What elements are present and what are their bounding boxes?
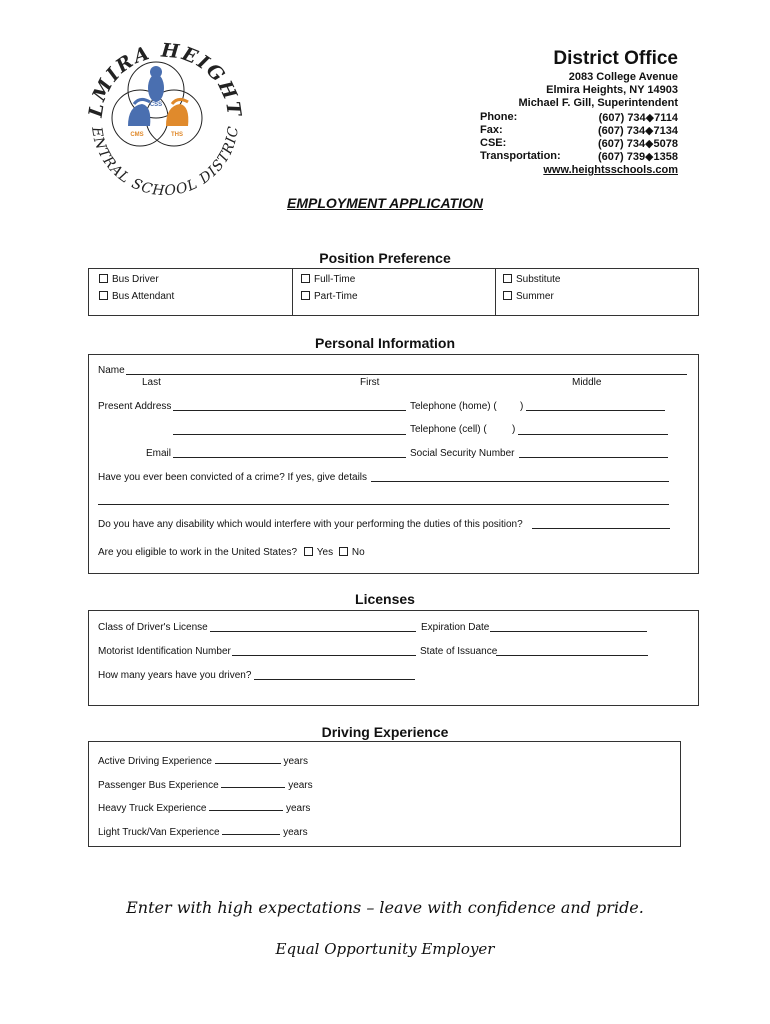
- active-driving-row: [98, 754, 308, 767]
- email-label: Email: [146, 448, 172, 459]
- district-address-line2: Elmira Heights, NY 14903: [546, 84, 678, 96]
- eligible-question: [98, 547, 365, 558]
- eligible-no-label: No: [351, 547, 365, 558]
- expiration-date-label: Expiration Date: [421, 622, 490, 633]
- district-website-link[interactable]: www.heightsschools.com: [543, 164, 678, 176]
- equal-opportunity-employer: Equal Opportunity Employer: [275, 940, 495, 958]
- eligible-question-text: Are you eligible to work in the United States?: [98, 547, 297, 558]
- telephone-cell-input-line[interactable]: [518, 434, 668, 435]
- paren-close: ): [520, 401, 524, 412]
- driving-experience-box: [88, 741, 681, 847]
- motorist-id-label: Motorist Identification Number: [98, 646, 231, 657]
- expiration-date-input-line[interactable]: [490, 631, 647, 632]
- eligible-no-checkbox[interactable]: [339, 547, 348, 556]
- disability-input-line[interactable]: [532, 528, 670, 529]
- driving-experience-title: Driving Experience: [321, 724, 449, 740]
- phone-value: (607) 734◆7114: [598, 112, 678, 124]
- ths-helmet-icon: [166, 99, 188, 126]
- crime-question: Have you ever been convicted of a crime? If yes, give details: [98, 472, 368, 483]
- form-title: EMPLOYMENT APPLICATION: [287, 195, 483, 211]
- telephone-home-label: Telephone (home) (: [410, 401, 497, 412]
- district-address-line1: 2083 College Avenue: [568, 71, 678, 83]
- crime-details-input-line-2[interactable]: [98, 504, 669, 505]
- checkbox[interactable]: [301, 291, 310, 300]
- state-of-issuance-label: State of Issuance: [420, 646, 498, 657]
- address-input-line-2[interactable]: [173, 434, 406, 435]
- personal-information-title: Personal Information: [314, 335, 456, 351]
- fax-value: (607) 734◆7134: [597, 125, 678, 137]
- heavy-truck-row: [98, 801, 310, 814]
- checkbox[interactable]: [301, 274, 310, 283]
- passenger-bus-row: [98, 778, 313, 791]
- cse-label: CSE:: [480, 137, 507, 149]
- checkbox[interactable]: [99, 274, 108, 283]
- passenger-bus-input-line[interactable]: [221, 778, 285, 788]
- eligible-yes-checkbox[interactable]: [304, 547, 313, 556]
- years-unit: years: [283, 827, 308, 838]
- years-unit: years: [285, 803, 311, 814]
- ssn-input-line[interactable]: [519, 457, 668, 458]
- motorist-id-input-line[interactable]: [232, 655, 416, 656]
- badge-ths: THS: [171, 132, 183, 138]
- light-truck-van-input-line[interactable]: [222, 825, 280, 835]
- licenses-box: [88, 610, 699, 706]
- name-first-caption: First: [360, 377, 380, 388]
- badge-css: CSS: [149, 102, 163, 108]
- district-superintendent: Michael F. Gill, Superintendent: [518, 97, 678, 109]
- state-of-issuance-input-line[interactable]: [496, 655, 648, 656]
- district-office-title: District Office: [553, 48, 678, 69]
- eligible-yes-label: Yes: [316, 547, 334, 558]
- license-class-input-line[interactable]: [210, 631, 416, 632]
- disability-question: Do you have any disability which would interfere with your performing the duties of this position?: [98, 519, 523, 530]
- years-driven-label: How many years have you driven?: [98, 670, 252, 681]
- cse-value: (607) 734◆5078: [597, 138, 678, 150]
- crime-details-input-line-1[interactable]: [371, 481, 669, 482]
- light-truck-van-row: [98, 825, 308, 838]
- name-middle-caption: Middle: [572, 377, 602, 388]
- logo-arc-bottom-text: ENTRAL SCHOOL DISTRIC: [88, 124, 243, 200]
- active-driving-input-line[interactable]: [215, 754, 281, 764]
- css-mascot-icon: [148, 66, 164, 102]
- name-last-caption: Last: [142, 377, 161, 388]
- telephone-cell-label: Telephone (cell) (: [410, 424, 487, 435]
- present-address-label: Present Address: [98, 401, 172, 412]
- years-unit: years: [288, 780, 313, 791]
- checkbox[interactable]: [503, 274, 512, 283]
- passenger-bus-label: Passenger Bus Experience: [98, 780, 219, 791]
- logo-arc-top-text: LMIRA HEIGHT: [84, 40, 246, 120]
- active-driving-label: Active Driving Experience: [98, 756, 212, 767]
- transportation-value: (607) 739◆1358: [597, 151, 678, 163]
- badge-cms: CMS: [130, 132, 144, 138]
- checkbox[interactable]: [99, 291, 108, 300]
- name-input-line[interactable]: [126, 374, 687, 375]
- option-part-time[interactable]: Part-Time: [301, 291, 358, 302]
- option-substitute[interactable]: Substitute: [503, 274, 560, 285]
- licenses-title: Licenses: [355, 591, 415, 607]
- paren-close: ): [512, 424, 516, 435]
- license-class-label: Class of Driver's License: [98, 622, 208, 633]
- position-preference-box: [88, 268, 699, 316]
- option-bus-attendant[interactable]: Bus Attendant: [99, 291, 174, 302]
- heavy-truck-label: Heavy Truck Experience: [98, 803, 207, 814]
- ssn-label: Social Security Number: [410, 448, 515, 459]
- logo-emblem: [80, 40, 250, 200]
- position-preference-title: Position Preference: [319, 250, 451, 266]
- option-bus-driver[interactable]: Bus Driver: [99, 274, 159, 285]
- option-summer[interactable]: Summer: [503, 291, 554, 302]
- checkbox[interactable]: [503, 291, 512, 300]
- years-driven-input-line[interactable]: [254, 679, 415, 680]
- district-motto: Enter with high expectations – leave with confidence and pride.: [126, 898, 644, 917]
- phone-label: Phone:: [480, 111, 518, 123]
- personal-information-box: [88, 354, 699, 574]
- district-logo: [80, 40, 250, 200]
- transportation-label: Transportation:: [480, 150, 561, 162]
- fax-label: Fax:: [480, 124, 503, 136]
- telephone-home-input-line[interactable]: [526, 410, 665, 411]
- name-label: Name: [98, 365, 125, 376]
- light-truck-van-label: Light Truck/Van Experience: [98, 827, 220, 838]
- address-input-line-1[interactable]: [173, 410, 406, 411]
- email-input-line[interactable]: [173, 457, 406, 458]
- heavy-truck-input-line[interactable]: [209, 801, 283, 811]
- years-unit: years: [283, 756, 308, 767]
- option-full-time[interactable]: Full-Time: [301, 274, 355, 285]
